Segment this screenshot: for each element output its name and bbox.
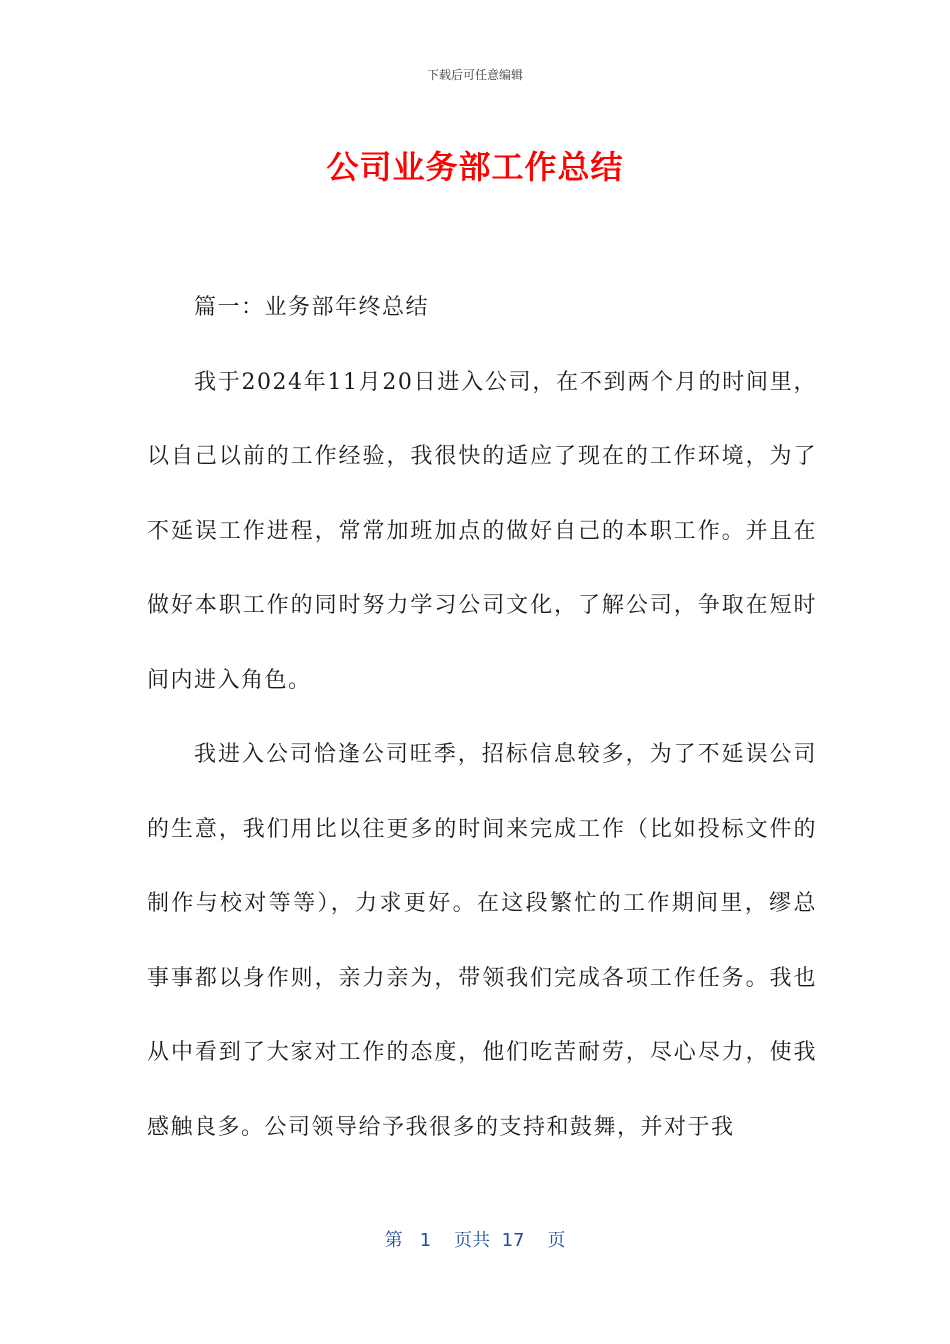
footer-current-page: 1 — [419, 1230, 432, 1251]
footer-total-pages: 17 — [501, 1230, 525, 1251]
paragraph-1: 我于2024年11月20日进入公司，在不到两个月的时间里，以自己以前的工作经验，我很快的适应了现在的工作环境，为了不延误工作进程，常常加班加点的做好自己的本职工作。并且在做好本职工作的同时努力学习公司文化，了解公司，争取在短时间内进入角色。 — [147, 369, 817, 693]
footer-prefix: 第 — [384, 1230, 403, 1251]
header-note: 下载后可任意编辑 — [426, 68, 523, 82]
footer-middle: 页共 — [454, 1230, 491, 1251]
document-title: 公司业务部工作总结 — [326, 148, 624, 186]
document-body — [147, 271, 817, 1165]
footer-suffix: 页 — [547, 1230, 566, 1251]
section-heading: 篇一：业务部年终总结 — [194, 295, 430, 320]
page-footer — [0, 1226, 950, 1252]
paragraph-2: 我进入公司恰逢公司旺季，招标信息较多，为了不延误公司的生意，我们用比以往更多的时间来完成工作（比如投标文件的制作与校对等等），力求更好。在这段繁忙的工作期间里，缪总事事都以身作则，亲力亲为，带领我们完成各项工作任务。我也从中看到了大家对工作的态度，他们吃苦耐劳，尽心尽力，使我感触良多。公司领导给予我很多的支持和鼓舞，并对于我 — [147, 742, 817, 1140]
